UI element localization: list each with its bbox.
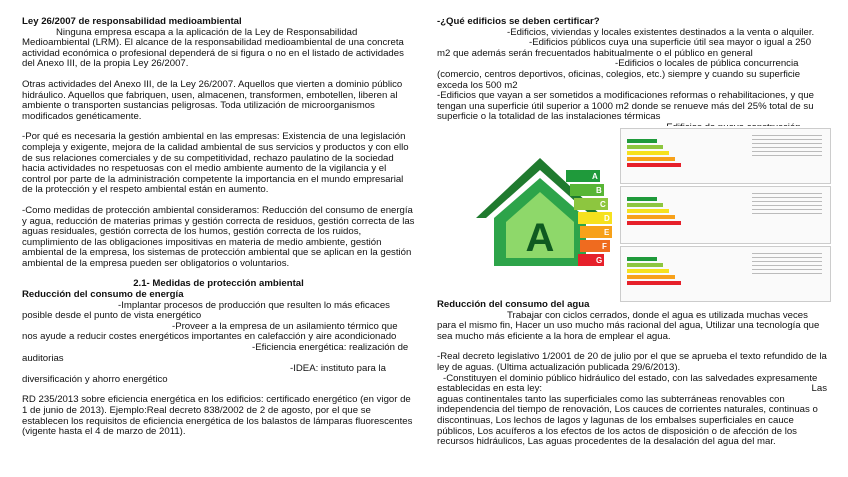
- scale-letter: E: [604, 228, 610, 237]
- building-item-4: -Edificios que vayan a ser sometidos a modificaciones reformas o rehabilitaciones, y que tengan una superficie útil superior a 1000 m2 donde se renueve más del 25% total de su superficie o la totalidad de las instalaciones térmicas: [437, 90, 815, 123]
- scale-letter: G: [596, 256, 603, 265]
- buildings-title: -¿Qué edificios se deben certificar?: [437, 16, 600, 27]
- left-column: [22, 17, 415, 438]
- scale-letter: D: [604, 214, 610, 223]
- water-paragraph-4: aguas continentales tanto las superficiales como las subterráneas renovables con independencia del tiempo de renovación, Los cauces de corrientes naturales, continuas o discontinuas, Los lechos de lagos y lagunas de los embalses superficiales en cauce públicos, Los acuíferos a los efectos de los actos de disposición o de afección de los recursos hidráulicos, Las aguas procedentes de la desalación del agua del mar.: [437, 393, 818, 448]
- water-paragraph-3a: -Constituyen el dominio público hidráulico del estado, con las salvedades expresamente establecidas en esta ley:: [437, 372, 818, 395]
- energy-label-letter: A: [525, 216, 555, 260]
- water-title: Reducción del consumo del agua: [437, 299, 590, 310]
- measures-paragraph: -Como medidas de protección ambiental consideramos: Reducción del consumo de energía y agua, reducción de materias primas y gestión correcta de residuos, gestión correcta de las aguas residuales, gestión correcta de los humos, gestión correcta de los ruidos, cumplimiento de las obligaciones impositivas en materia de medio ambiente, gestión ambiental de la empresa, los sistemas de protección ambiental que se aplican en la gestión ambiental de la empresa pueden ser obligatorios o voluntarios.: [22, 204, 415, 269]
- energy-house-icon: [470, 126, 620, 302]
- law-title: Ley 26/2007 de responsabilidad medioambiental: [22, 16, 242, 27]
- certificate-sample: [620, 186, 831, 244]
- why-paragraph: -Por qué es necesaria la gestión ambiental en las empresas: Existencia de una legislación compleja y exigente, mejora de la calidad ambiental de sus servicios y productos y con ello de sus relaciones comerciales y de su competitividad, rechazo paulatino de la sociedad hacia actividades no respetuosas con el medio ambiente aumento de la vigilancia y el control por parte de la administración competente la importancia en el mundo empresarial de la protección y el respeto ambiental están en aumento.: [22, 131, 409, 196]
- water-paragraph-1: Trabajar con ciclos cerrados, donde el agua es utilizada muchas veces para el mismo fin, Hacer un uso mucho más racional del agua, Utilizar una tecnología que sea mucho más eficiente a la hora de emplear el agua.: [437, 309, 820, 342]
- rd-paragraph: RD 235/2013 sobre eficiencia energética en los edificios: certificado energético (en vigor de 1 de junio de 2013). Ejemplo:Real decreto 838/2002 de 2 de agosto, por el que se establecen los requisitos de eficiencia energética de los balastos de lámparas fluorescentes (vigente hasta el 4 de marzo de 2011).: [22, 394, 413, 438]
- annex-paragraph: Otras actividades del Anexo III, de la Ley 26/2007. Aquellos que vierten a dominio público hidráulico. Aquellos que fabriquen, usen, almacenen, transformen, embotellen, liberen al ambiente o transporten sustancias peligrosas. Toda utilización de microorganismos modificados genéticamente.: [22, 78, 403, 122]
- scale-letter: C: [600, 200, 606, 209]
- energy-measure-4: -IDEA: instituto para la diversificación y ahorro energético: [22, 363, 386, 385]
- building-item-2: -Edificios públicos cuya una superficie útil sea mayor o igual a 250 m2 que además serán frecuentados habitualmente o el público en general: [437, 37, 812, 59]
- scale-letter: F: [602, 242, 607, 251]
- water-paragraph-3: [437, 374, 827, 395]
- certificate-sample: [620, 128, 831, 184]
- scale-letter: A: [592, 172, 598, 181]
- law-paragraph: Ninguna empresa escapa a la aplicación de la Ley de Responsabilidad Medioambiental (LRM). El alcance de la responsabilidad medioambiental de una concreta actividad económica o profesional dependerá de si figura o no en el listado de actividades del Anexo III, de la propia Ley 26/2007.: [22, 26, 404, 70]
- building-item-1: -Edificios, viviendas y locales existentes destinados a la venta o alquiler.: [507, 26, 815, 38]
- water-paragraph-3b: Las: [811, 383, 827, 395]
- energy-measure-1: -Implantar procesos de producción que resulten lo más eficaces posible desde el punto de vista energético: [22, 299, 390, 322]
- energy-heading: Reducción del consumo de energía: [22, 289, 184, 301]
- water-paragraph-2: -Real decreto legislativo 1/2001 de 20 de julio por el que se aprueba el texto refundido de la ley de aguas. (Ultima actualización publicada 29/6/2013).: [437, 351, 827, 373]
- energy-certificate-figure: [470, 126, 830, 302]
- water-section: [437, 300, 827, 448]
- certificate-samples: [620, 126, 829, 302]
- energy-measure-3: -Eficiencia energética: realización de auditorias: [22, 342, 409, 364]
- energy-measure-2: -Proveer a la empresa de un asilamiento térmico que nos ayude a reducir costes energéticos importantes en calefacción y aire acondicionado: [22, 320, 398, 343]
- scale-letter: B: [596, 186, 602, 195]
- building-item-3: -Edificios o locales de pública concurrencia (comercio, centros deportivos, oficinas, colegios, etc.) siempre y cuando su superficie exceda los 500 m2: [437, 58, 801, 91]
- section-heading: 2.1- Medidas de protección ambiental: [133, 278, 304, 290]
- certificate-sample: [620, 246, 831, 302]
- right-column: [437, 17, 827, 134]
